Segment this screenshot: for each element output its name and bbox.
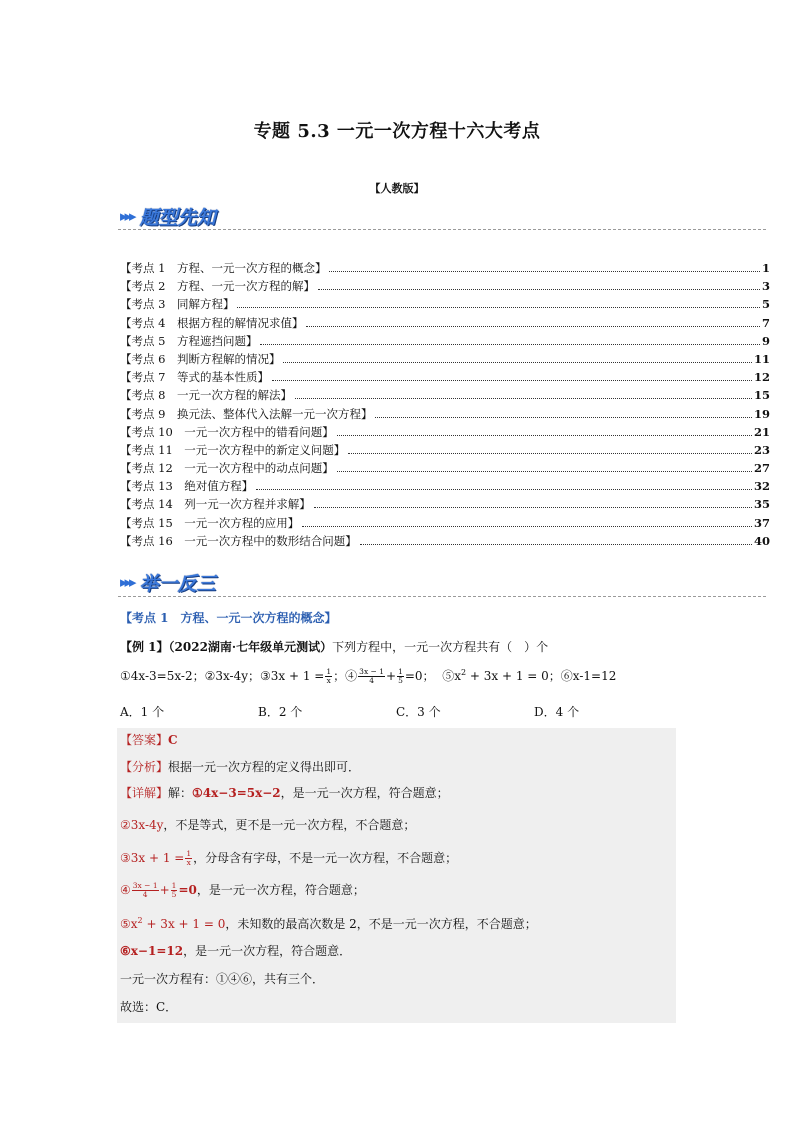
toc-entry-label: 【考点 14 列一元一次方程并求解】 (120, 497, 311, 512)
toc-entry-label: 【考点 7 等式的基本性质】 (120, 370, 269, 385)
detail-line-2: ②3x-4y，不是等式，更不是一元一次方程，不合题意； (120, 818, 416, 832)
toc-entry-page: 37 (753, 515, 770, 530)
toc-entry[interactable] (120, 260, 770, 278)
toc-entry-page: 12 (753, 370, 770, 385)
fraction: $\frac{1}{x}$ (186, 849, 192, 867)
answer-panel (117, 728, 676, 1023)
equation-4: ④ (345, 669, 358, 683)
toc-leader-dots (302, 526, 752, 527)
toc-entry[interactable] (120, 460, 770, 478)
toc-entry-label: 【考点 3 同解方程】 (120, 297, 235, 312)
option-a: A．1 个 (120, 705, 165, 719)
toc-entry-page: 23 (753, 442, 770, 457)
example-question (120, 638, 548, 655)
banner-overview-text: 题型先知 (139, 206, 216, 229)
toc-entry[interactable] (120, 442, 770, 460)
example-source: （2022湖南·七年级单元测试） (168, 640, 333, 654)
toc-entry[interactable] (120, 478, 770, 496)
summary-line: 一元一次方程有：①④⑥，共有三个． (120, 972, 325, 986)
toc-leader-dots (295, 398, 752, 399)
toc-entry-page: 3 (761, 279, 770, 294)
fraction: $\frac{1}{x}$ (326, 667, 332, 685)
option-c: C．3 个 (396, 705, 441, 719)
equation-1: ①4x-3=5x-2； (120, 669, 205, 683)
toc-entry-page: 19 (753, 406, 770, 421)
detail-line-5: $⑤x^2 + 3x + 1 = 0$，未知数的最高次数是 2，不是一元一次方程，不合题意； (120, 916, 537, 931)
toc-entry[interactable] (120, 515, 770, 533)
detail-line-4: ④ $\frac{3x - 1}{4}$ + $\frac{1}{5}$ =0，是一元一次方程，符合题意； (120, 881, 365, 899)
example-question-text: 下列方程中，一元一次方程共有（ ）个 (332, 640, 549, 654)
toc-leader-dots (283, 362, 752, 363)
toc-entry-label: 【考点 15 一元一次方程的应用】 (120, 515, 300, 530)
toc-entry-label: 【考点 10 一元一次方程中的错看问题】 (120, 424, 334, 439)
toc-leader-dots (314, 507, 752, 508)
toc-leader-dots (318, 289, 760, 290)
toc-entry-label: 【考点 6 判断方程解的情况】 (120, 351, 281, 366)
analysis-line: 【分析】根据一元一次方程的定义得出即可． (120, 760, 361, 774)
toc-entry-label: 【考点 16 一元一次方程中的数形结合问题】 (120, 533, 357, 548)
toc-entry-label: 【考点 1 方程、一元一次方程的概念】 (120, 261, 327, 275)
toc-entry-label: 【考点 8 一元一次方程的解法】 (120, 388, 292, 403)
equation-2: ②3x-4y； (204, 669, 260, 683)
toc-entry-label: 【考点 13 绝对值方程】 (120, 479, 254, 494)
toc-leader-dots (237, 307, 760, 308)
option-b: B．2 个 (258, 705, 303, 719)
toc-entry-label: 【考点 12 一元一次方程中的动点问题】 (120, 461, 334, 476)
toc-leader-dots (375, 417, 752, 418)
banner-overview (120, 203, 216, 229)
toc-entry-page: 32 (753, 479, 770, 494)
example-tag: 【例 1】 (120, 640, 169, 654)
toc-entry-label: 【考点 2 方程、一元一次方程的解】 (120, 279, 315, 294)
fraction: $\frac{1}{5}$ (398, 667, 403, 685)
toc-entry-page: 7 (761, 315, 770, 330)
toc-entry[interactable] (120, 533, 770, 551)
toc-entry[interactable] (120, 496, 770, 514)
divider (118, 229, 766, 230)
toc-entry[interactable] (120, 387, 770, 405)
toc-entry[interactable] (120, 369, 770, 387)
toc-entry-page: 21 (753, 424, 770, 439)
banner-practice-text: 举一反三 (139, 572, 216, 595)
toc-leader-dots (256, 489, 752, 490)
toc-entry-page: 9 (761, 333, 770, 348)
toc-entry-page: 15 (753, 388, 770, 403)
banner-arrows-icon: ▸▸▸ (120, 207, 134, 225)
banner-arrows-icon: ▸▸▸ (120, 573, 134, 591)
equation-list: ①4x-3=5x-2；②3x-4y；③3x + 1 = $\frac{1}{x}$ ；④ $\frac{3x - 1}{4}$ + $\frac{1}{5}$ =0； $⑤x^2 + 3x + 1 = 0$；⑥x-1=12 (120, 667, 617, 685)
toc-entry-label: 【考点 9 换元法、整体代入法解一元一次方程】 (120, 406, 373, 421)
toc-entry-page: 35 (753, 497, 770, 512)
section-heading: 【考点 1 方程、一元一次方程的概念】 (120, 611, 337, 625)
toc-entry[interactable] (120, 296, 770, 314)
equation-3: ③3x + 1 = (260, 669, 325, 683)
toc-leader-dots (337, 435, 752, 436)
toc-entry-label: 【考点 11 一元一次方程中的新定义问题】 (120, 442, 346, 457)
toc-leader-dots (306, 326, 760, 327)
table-of-contents (120, 260, 770, 551)
detail-line-6: ⑥x−1=12，是一元一次方程，符合题意． (120, 944, 352, 958)
toc-entry-page: 1 (761, 261, 770, 275)
fraction: $\frac{3x - 1}{4}$ (359, 667, 384, 685)
toc-entry-page: 11 (753, 351, 770, 366)
toc-entry[interactable] (120, 424, 770, 442)
toc-leader-dots (337, 471, 752, 472)
toc-entry[interactable] (120, 333, 770, 351)
toc-leader-dots (260, 344, 760, 345)
toc-entry-label: 【考点 5 方程遮挡问题】 (120, 333, 258, 348)
toc-entry-page: 40 (753, 533, 770, 548)
banner-practice (120, 569, 216, 595)
choice-line: 故选：C． (120, 1000, 178, 1014)
divider (118, 596, 766, 597)
edition-label: 【人教版】 (369, 182, 425, 195)
toc-entry[interactable] (120, 351, 770, 369)
toc-leader-dots (329, 271, 760, 272)
page-title: 专题 5.3 一元一次方程十六大考点 (253, 121, 541, 142)
equation-5: ⑤x (442, 669, 461, 683)
detail-line-3: ③3x + 1 = $\frac{1}{x}$ ，分母含有字母，不是一元一次方程，不合题意； (120, 849, 458, 867)
fraction: $\frac{3x - 1}{4}$ (132, 881, 158, 899)
fraction: $\frac{1}{5}$ (171, 881, 177, 899)
toc-entry[interactable] (120, 315, 770, 333)
toc-entry[interactable] (120, 278, 770, 296)
equation-6: ⑥x-1=12 (560, 669, 617, 683)
detail-line-1: 【详解】解：①4x−3=5x−2，是一元一次方程，符合题意； (120, 786, 449, 800)
toc-entry-page: 5 (761, 297, 770, 312)
toc-entry-page: 27 (753, 461, 770, 476)
answer-line: 【答案】C (120, 733, 178, 747)
toc-leader-dots (272, 380, 752, 381)
toc-leader-dots (360, 544, 752, 545)
answer-options (120, 703, 680, 720)
toc-entry-label: 【考点 4 根据方程的解情况求值】 (120, 315, 304, 330)
toc-leader-dots (348, 453, 752, 454)
toc-entry[interactable] (120, 406, 770, 424)
option-d: D．4 个 (534, 705, 580, 719)
